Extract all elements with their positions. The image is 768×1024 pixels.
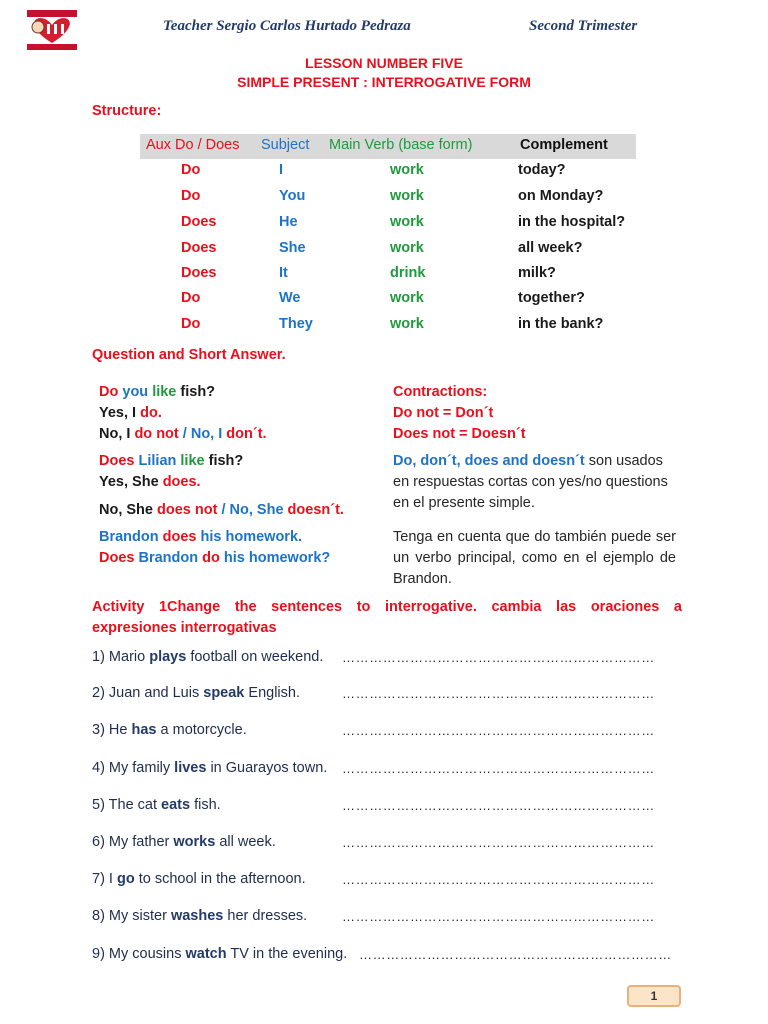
main-verb-note: Tenga en cuenta que do también puede ser un verbo principal, como en el ejemplo de Brandon. (393, 529, 676, 587)
answer-short: don´t. (226, 426, 267, 442)
lesson-topic: SIMPLE PRESENT : INTERROGATIVE FORM (237, 74, 531, 90)
answer-aux: does. (162, 474, 201, 490)
example-question (99, 382, 267, 403)
exercise-sentence: 6) My father works all week. (92, 834, 276, 850)
answer-blank[interactable]: …………………………………………………………… (342, 835, 655, 850)
answer-long: do not (134, 426, 179, 442)
qa-heading: Question and Short Answer. (92, 347, 286, 363)
answer-blank[interactable]: …………………………………………………………… (342, 723, 655, 738)
contractions-box (393, 382, 526, 445)
cell-complement: on Monday? (518, 188, 604, 204)
answer-slash: / (221, 502, 226, 518)
verb-word: do (202, 550, 220, 566)
cell-verb: work (390, 290, 424, 306)
answer-start: No, She (99, 502, 153, 518)
cell-subject: She (279, 240, 306, 256)
example-no-answer (99, 500, 344, 521)
example-yes-answer (99, 403, 267, 424)
exercise-sentence: 9) My cousins watch TV in the evening. (92, 946, 348, 962)
cell-verb: work (390, 316, 424, 332)
activity-instructions (92, 597, 682, 639)
answer-blank[interactable]: …………………………………………………………… (342, 650, 655, 665)
answer-aux: do. (140, 405, 162, 421)
complement-word: his homework. (200, 529, 303, 545)
cell-verb: work (390, 162, 424, 178)
complement-word: fish? (208, 453, 244, 469)
answer-blank[interactable]: …………………………………………………………… (342, 761, 655, 776)
aux-word: Does (99, 550, 135, 566)
trimester-label: Second Trimester (529, 18, 638, 34)
example-statement (99, 527, 330, 548)
subject-word: you (122, 384, 149, 400)
cell-verb: work (390, 214, 424, 230)
cell-subject: You (279, 188, 306, 204)
contraction-do: Do not = Don´t (393, 405, 494, 421)
answer-start-alt: No, She (229, 502, 284, 518)
verb-word: like (180, 453, 205, 469)
cell-verb: work (390, 240, 424, 256)
cell-complement: today? (518, 162, 566, 178)
cell-aux: Does (181, 214, 217, 230)
lesson-number: LESSON NUMBER FIVE (305, 55, 463, 71)
example-no-answer (99, 424, 267, 445)
answer-long: does not (157, 502, 218, 518)
structure-heading: Structure: (92, 103, 162, 119)
example-1 (99, 382, 267, 445)
example-question (99, 451, 344, 472)
complement-word: his homework? (223, 550, 331, 566)
header-subject: Subject (261, 137, 310, 153)
cell-verb: work (390, 188, 424, 204)
school-logo (26, 9, 78, 51)
cell-aux: Do (181, 316, 201, 332)
teacher-name: Teacher Sergio Carlos Hurtado Pedraza (163, 18, 411, 34)
example-2 (99, 451, 344, 521)
cell-aux: Do (181, 162, 201, 178)
header-complement: Complement (520, 137, 608, 153)
cell-complement: in the bank? (518, 316, 604, 332)
answer-start: Yes, She (99, 474, 159, 490)
answer-start: No, I (99, 426, 131, 442)
cell-complement: in the hospital? (518, 214, 626, 230)
exercise-sentence: 8) My sister washes her dresses. (92, 908, 308, 924)
answer-start: Yes, I (99, 405, 137, 421)
cell-subject: I (279, 162, 284, 178)
cell-aux: Do (181, 188, 201, 204)
cell-subject: It (279, 265, 288, 281)
cell-subject: He (279, 214, 298, 230)
cell-complement: together? (518, 290, 585, 306)
cell-verb: drink (390, 265, 426, 281)
verb-word: does (162, 529, 197, 545)
aux-word: Does (99, 453, 135, 469)
answer-blank[interactable]: …………………………………………………………… (359, 947, 672, 962)
page-number-badge: 1 (627, 985, 681, 1007)
contraction-does: Does not = Doesn´t (393, 426, 526, 442)
aux-word: Do (99, 384, 119, 400)
example-3 (99, 527, 330, 569)
example-yes-answer (99, 472, 344, 493)
activity-line-1: Activity 1Change the sentences to interrogative. cambia las oraciones a (92, 599, 682, 615)
contractions-heading: Contractions: (393, 384, 488, 400)
answer-start-alt: No, I (190, 426, 223, 442)
verb-word: like (152, 384, 177, 400)
complement-word: fish? (180, 384, 216, 400)
exercise-sentence: 4) My family lives in Guarayos town. (92, 760, 328, 776)
answer-blank[interactable]: …………………………………………………………… (342, 909, 655, 924)
header-aux: Aux Do / Does (146, 137, 240, 153)
exercise-sentence: 3) He has a motorcycle. (92, 722, 247, 738)
cell-subject: They (279, 316, 313, 332)
subject-word: Brandon (138, 550, 199, 566)
subject-word: Brandon (99, 529, 159, 545)
exercise-sentence: 1) Mario plays football on weekend. (92, 649, 324, 665)
exercise-sentence: 2) Juan and Luis speak English. (92, 685, 300, 701)
answer-blank[interactable]: …………………………………………………………… (342, 798, 655, 813)
cell-aux: Do (181, 290, 201, 306)
answer-slash: / (182, 426, 187, 442)
cell-complement: milk? (518, 265, 556, 281)
cell-complement: all week? (518, 240, 583, 256)
usage-note-lead: Do, don´t, does and doesn´t (393, 453, 585, 469)
usage-note (393, 451, 683, 514)
cell-aux: Does (181, 265, 217, 281)
cell-aux: Does (181, 240, 217, 256)
example-question (99, 548, 330, 569)
exercise-sentence: 5) The cat eats fish. (92, 797, 221, 813)
answer-blank[interactable]: …………………………………………………………… (342, 686, 655, 701)
answer-blank[interactable]: …………………………………………………………… (342, 872, 655, 887)
cell-subject: We (279, 290, 301, 306)
usage-note-text: son usados en respuestas cortas con yes/no questions en el presente simple. (393, 453, 668, 511)
exercise-sentence: 7) I go to school in the afternoon. (92, 871, 306, 887)
activity-line-2: expresiones interrogativas (92, 620, 277, 636)
answer-short: doesn´t. (287, 502, 344, 518)
subject-word: Lilian (138, 453, 177, 469)
header-main-verb: Main Verb (base form) (329, 137, 473, 153)
